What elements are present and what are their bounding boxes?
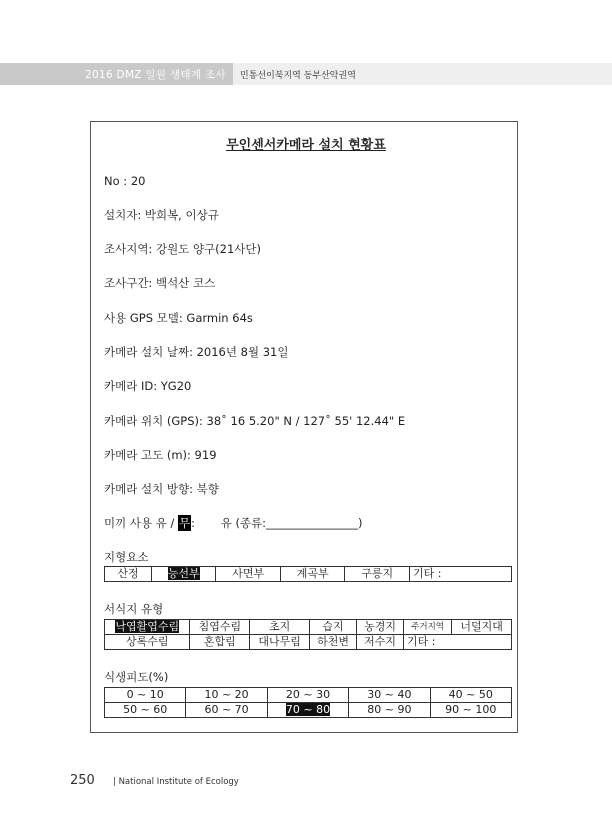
terrain-cell: 사면부 — [216, 567, 281, 582]
habitat-cell: 대나무림 — [250, 635, 310, 650]
habitat-cell: 초지 — [250, 620, 310, 635]
habitat-label: 서식지 유형 — [104, 602, 164, 616]
habitat-cell-selected — [105, 620, 190, 635]
coverage-cell: 80 ~ 90 — [349, 703, 430, 718]
line-camera-gps: 카메라 위치 (GPS): 38˚ 16 5.20" N / 127˚ 55' 12.44" E — [104, 414, 406, 428]
header-title: 2016 DMZ 일원 생태계 조사 — [85, 69, 226, 81]
coverage-cell: 0 ~ 10 — [105, 688, 186, 703]
terrain-cell: 산정 — [105, 567, 152, 582]
terrain-cell: 구릉지 — [345, 567, 410, 582]
line-gps-model: 사용 GPS 모델: Garmin 64s — [104, 311, 253, 325]
line-installer: 설치자: 박희복, 이상규 — [104, 208, 219, 222]
habitat-cell: 혼합림 — [190, 635, 250, 650]
habitat-cell: 하천변 — [310, 635, 357, 650]
terrain-cell: 계곡부 — [280, 567, 345, 582]
bait-type: 유 (종류:________________) — [220, 516, 363, 530]
habitat-selected: 낙엽활엽수림 — [115, 620, 180, 633]
habitat-cell: 상록수림 — [105, 635, 190, 650]
habitat-table — [104, 619, 512, 650]
line-region: 조사지역: 강원도 양구(21사단) — [104, 242, 261, 256]
coverage-cell: 50 ~ 60 — [105, 703, 186, 718]
bait-prefix: 미끼 사용 유 / — [104, 516, 175, 530]
coverage-selected: 70 ~ 80 — [285, 703, 331, 716]
footer-publisher — [113, 777, 239, 787]
coverage-cell: 60 ~ 70 — [186, 703, 267, 718]
habitat-cell: 농경지 — [357, 620, 404, 635]
line-no: No : 20 — [104, 174, 146, 188]
coverage-cell: 90 ~ 100 — [430, 703, 511, 718]
coverage-cell-selected — [267, 703, 348, 718]
terrain-selected: 능선부 — [167, 567, 200, 580]
habitat-cell: 주거지역 — [404, 620, 452, 635]
form-title: 무인센서카메라 설치 현황표 — [226, 138, 386, 153]
bait-colon: : — [191, 516, 196, 530]
coverage-cell: 20 ~ 30 — [267, 688, 348, 703]
habitat-cell: 침엽수림 — [190, 620, 250, 635]
page-number: 250 — [70, 773, 95, 788]
line-direction: 카메라 설치 방향: 북향 — [104, 482, 219, 496]
bait-selected: 무 — [179, 516, 191, 530]
publisher-name: National Institute of Ecology — [118, 777, 239, 787]
coverage-table — [104, 687, 512, 718]
line-altitude: 카메라 고도 (m): 919 — [104, 448, 217, 462]
habitat-cell: 저수지 — [357, 635, 404, 650]
line-bait — [104, 515, 363, 531]
coverage-cell: 30 ~ 40 — [349, 688, 430, 703]
terrain-table — [104, 566, 512, 582]
terrain-label: 지형요소 — [104, 550, 149, 564]
coverage-cell: 40 ~ 50 — [430, 688, 511, 703]
coverage-label: 식생피도(%) — [104, 670, 169, 684]
coverage-cell: 10 ~ 20 — [186, 688, 267, 703]
habitat-cell: 습지 — [310, 620, 357, 635]
footer-separator: | — [113, 777, 116, 787]
habitat-cell: 기타 : — [404, 635, 512, 650]
line-section: 조사구간: 백석산 코스 — [104, 276, 216, 290]
habitat-cell: 너덜지대 — [452, 620, 512, 635]
terrain-cell: 기타 : — [410, 567, 512, 582]
terrain-cell-selected — [151, 567, 216, 582]
line-camera-id: 카메라 ID: YG20 — [104, 379, 192, 393]
line-install-date: 카메라 설치 날짜: 2016년 8월 31일 — [104, 345, 289, 359]
header-subtitle: 민통선이북지역 동부산악권역 — [240, 71, 356, 81]
